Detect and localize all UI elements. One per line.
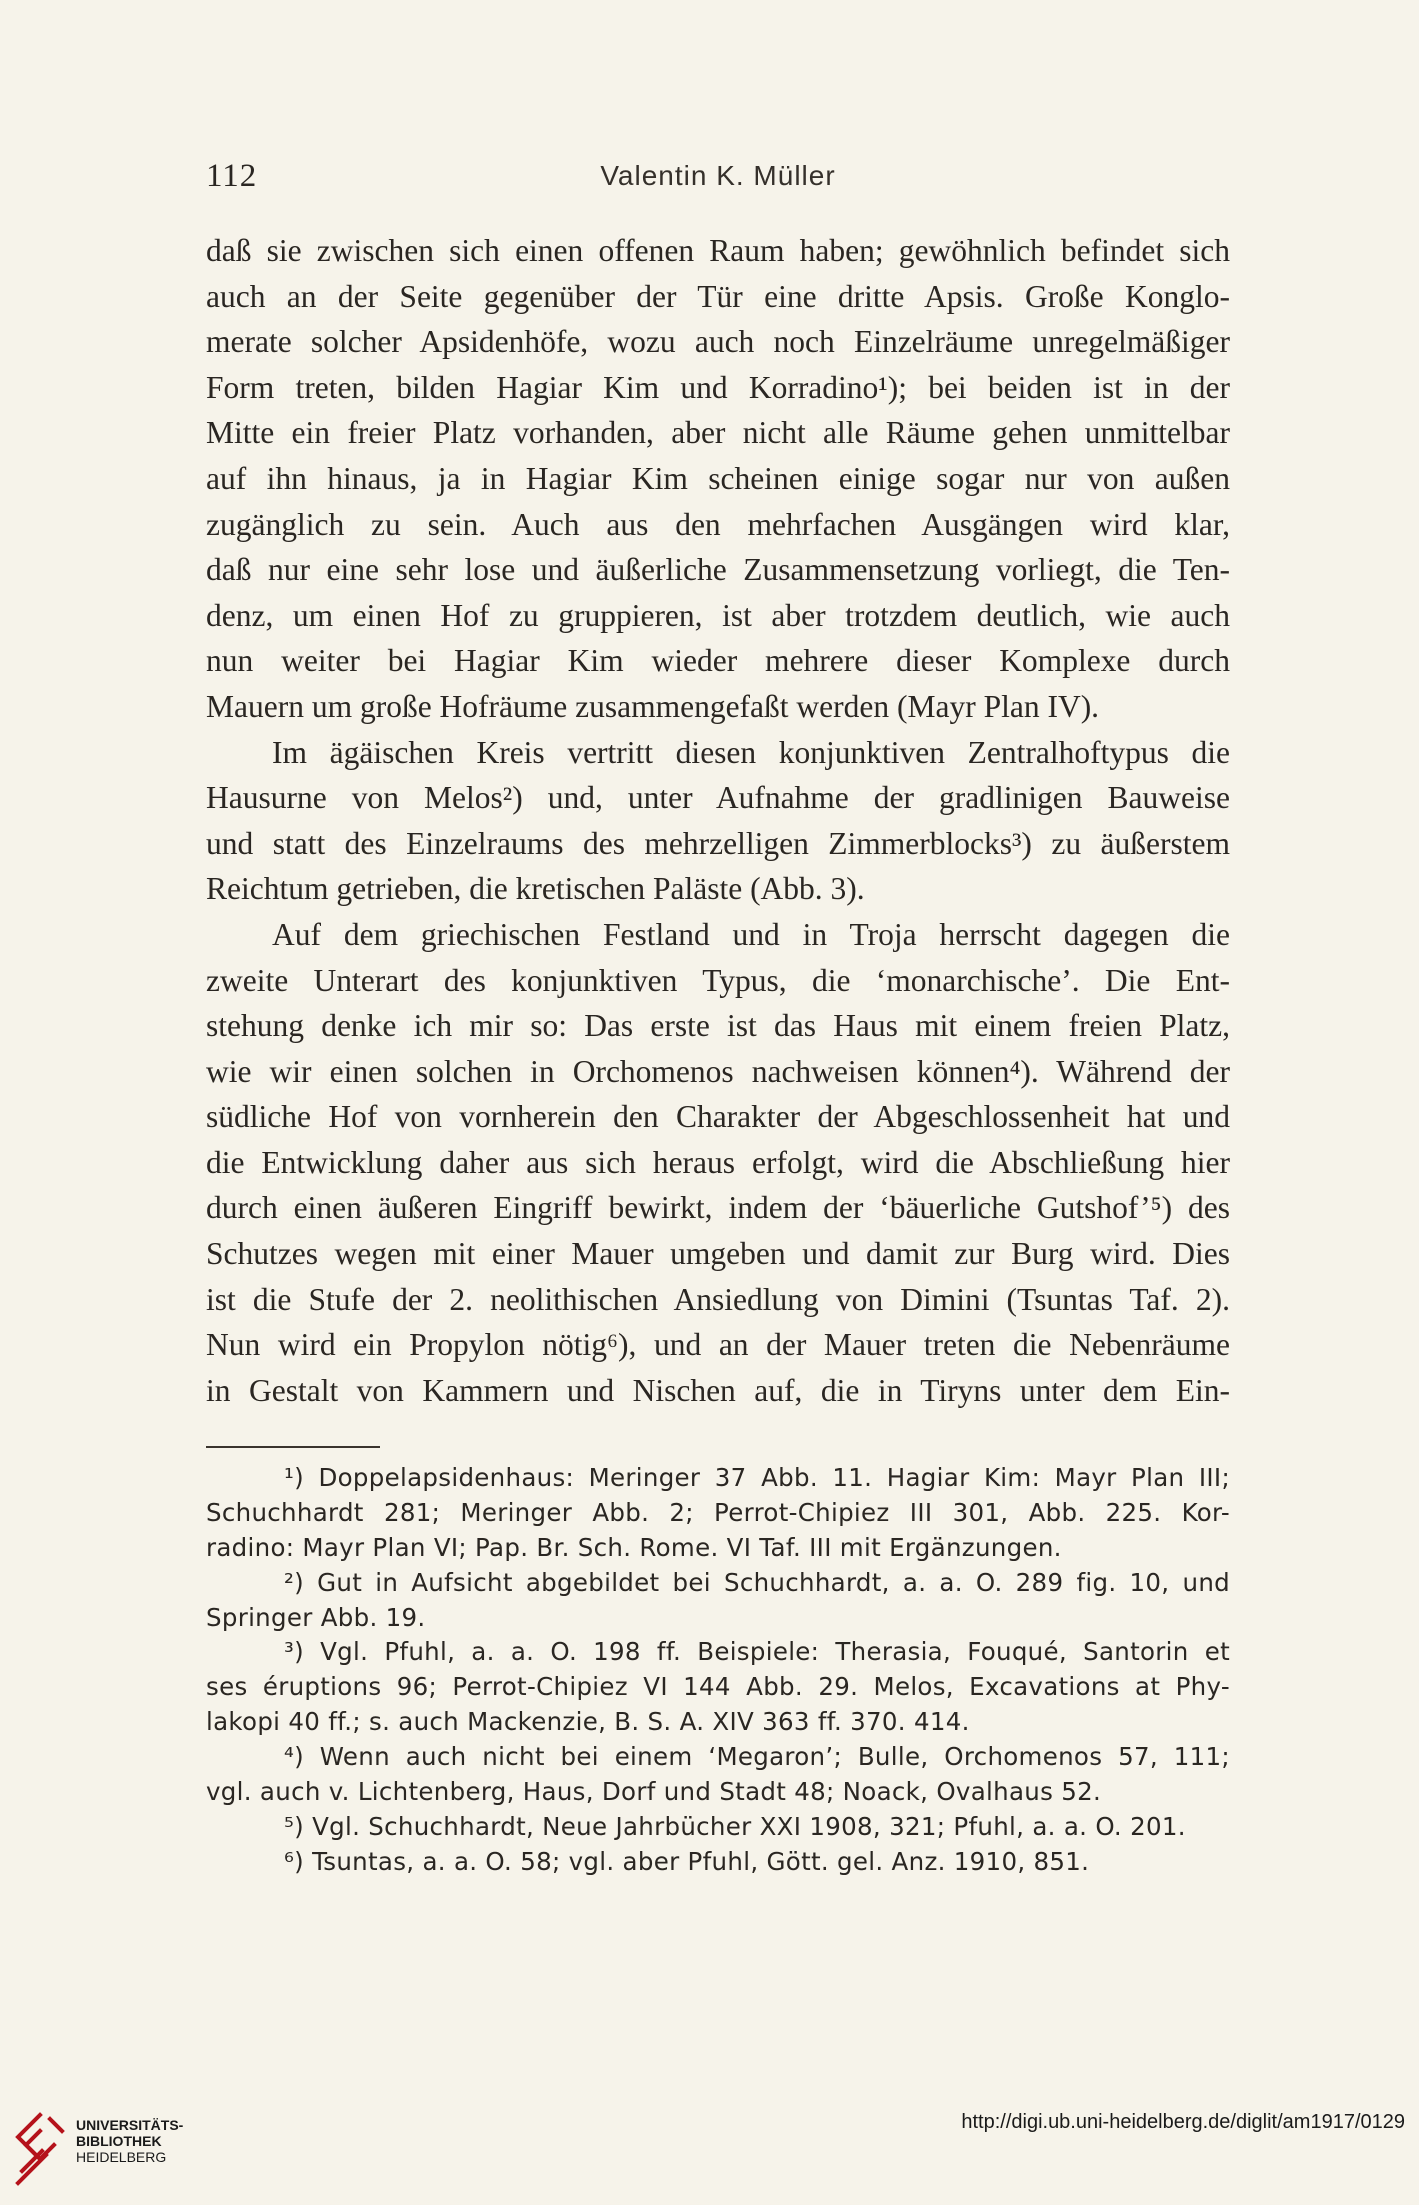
body-line: südliche Hof von vornherein den Charakter der Abgeschlossenheit hat und <box>206 1099 1230 1135</box>
body-line: nun weiter bei Hagiar Kim wieder mehrere dieser Komplexe durch <box>206 643 1230 679</box>
library-name-line3: HEIDELBERG <box>76 2149 167 2165</box>
body-line: zweite Unterart des konjunktiven Typus, die ‘monarchische’. Die Ent- <box>206 962 1230 998</box>
body-line: merate solcher Apsidenhöfe, wozu auch noch Einzelräume unregelmäßiger <box>206 324 1230 360</box>
footnote-line: ¹) Doppelapsidenhaus: Meringer 37 Abb. 11. Hagiar Kim: Mayr Plan III; <box>284 1463 1230 1492</box>
body-line: Hausurne von Melos²) und, unter Aufnahme der gradlinigen Bauweise <box>206 780 1230 816</box>
footnote-line: ²) Gut in Aufsicht abgebildet bei Schuchhardt, a. a. O. 289 fig. 10, und <box>284 1567 1230 1597</box>
footnote-line: radino: Mayr Plan VI; Pap. Br. Sch. Rome. VI Taf. III mit Ergänzungen. <box>206 1532 1062 1562</box>
body-line: Mitte ein freier Platz vorhanden, aber nicht alle Räume gehen unmittelbar <box>206 415 1230 451</box>
footnote-line: ⁶) Tsuntas, a. a. O. 58; vgl. aber Pfuhl, Gött. gel. Anz. 1910, 851. <box>284 1846 1090 1876</box>
body-line: auf ihn hinaus, ja in Hagiar Kim scheinen einige sogar nur von außen <box>206 460 1230 496</box>
body-line: Mauern um große Hofräume zusammengefaßt werden (Mayr Plan IV). <box>206 688 1100 724</box>
logo-strokes <box>18 2115 62 2183</box>
body-line: die Entwicklung daher aus sich heraus erfolgt, wird die Abschließung hier <box>206 1144 1230 1180</box>
body-line: wie wir einen solchen in Orchomenos nachweisen können⁴). Während der <box>206 1053 1230 1089</box>
footnote-line: ⁴) Wenn auch nicht bei einem ‘Megaron’; Bulle, Orchomenos 57, 111; <box>284 1742 1230 1772</box>
source-url[interactable]: http://digi.ub.uni-heidelberg.de/diglit/am1917/0129 <box>961 2111 1405 2133</box>
footnote-line: lakopi 40 ff.; s. auch Mackenzie, B. S. A. XIV 363 ff. 370. 414. <box>206 1707 970 1737</box>
body-line: zugänglich zu sein. Auch aus den mehrfachen Ausgängen wird klar, <box>206 506 1230 542</box>
library-logo-icon <box>10 2109 70 2187</box>
body-text <box>206 228 1230 1413</box>
running-head: Valentin K. Müller <box>600 160 836 191</box>
body-line: Reichtum getrieben, die kretischen Paläste (Abb. 3). <box>206 871 865 907</box>
footnote-rule <box>206 1446 380 1448</box>
footnote-line: Schuchhardt 281; Meringer Abb. 2; Perrot-Chipiez III 301, Abb. 225. Kor- <box>206 1497 1230 1527</box>
body-line: denz, um einen Hof zu gruppieren, ist aber trotzdem deutlich, wie auch <box>206 597 1230 633</box>
footnote-line: Springer Abb. 19. <box>206 1602 426 1632</box>
body-line: Nun wird ein Propylon nötig⁶), und an der Mauer treten die Nebenräume <box>206 1327 1230 1363</box>
footnotes <box>206 1461 1230 1880</box>
body-line: und statt des Einzelraums des mehrzelligen Zimmerblocks³) zu äußerstem <box>206 825 1230 861</box>
footnote-line: ⁵) Vgl. Schuchhardt, Neue Jahrbücher XXI 1908, 321; Pfuhl, a. a. O. 201. <box>284 1811 1186 1841</box>
library-name <box>76 2117 183 2165</box>
body-line: Form treten, bilden Hagiar Kim und Korradino¹); bei beiden ist in der <box>206 369 1230 405</box>
body-line: Im ägäischen Kreis vertritt diesen konjunktiven Zentralhoftypus die <box>272 734 1230 770</box>
library-name-line2: BIBLIOTHEK <box>76 2133 162 2149</box>
footnote-line: ³) Vgl. Pfuhl, a. a. O. 198 ff. Beispiele: Therasia, Fouqué, Santorin et <box>284 1637 1230 1667</box>
body-line: stehung denke ich mir so: Das erste ist das Haus mit einem freien Platz, <box>206 1008 1230 1044</box>
page-number: 112 <box>206 158 258 194</box>
page-header <box>206 158 1230 202</box>
footnote-line: vgl. auch v. Lichtenberg, Haus, Dorf und Stadt 48; Noack, Ovalhaus 52. <box>206 1777 1102 1807</box>
body-line: auch an der Seite gegenüber der Tür eine dritte Apsis. Große Konglo- <box>206 278 1230 314</box>
body-line: ist die Stufe der 2. neolithischen Ansiedlung von Dimini (Tsuntas Taf. 2). <box>206 1281 1230 1317</box>
body-line: durch einen äußeren Eingriff bewirkt, indem der ‘bäuerliche Gutshof’⁵) des <box>206 1190 1230 1226</box>
digitization-footer <box>0 2095 1419 2205</box>
library-name-line1: UNIVERSITÄTS- <box>76 2117 184 2133</box>
body-line: daß nur eine sehr lose und äußerliche Zusammensetzung vorliegt, die Ten- <box>206 552 1230 588</box>
body-line: in Gestalt von Kammern und Nischen auf, die in Tiryns unter dem Ein- <box>206 1372 1230 1408</box>
body-line: daß sie zwischen sich einen offenen Raum haben; gewöhnlich befindet sich <box>206 233 1230 268</box>
body-line: Auf dem griechischen Festland und in Troja herrscht dagegen die <box>272 916 1230 952</box>
body-line: Schutzes wegen mit einer Mauer umgeben und damit zur Burg wird. Dies <box>206 1236 1230 1272</box>
footnote-line: ses éruptions 96; Perrot-Chipiez VI 144 Abb. 29. Melos, Excavations at Phy- <box>206 1672 1230 1702</box>
